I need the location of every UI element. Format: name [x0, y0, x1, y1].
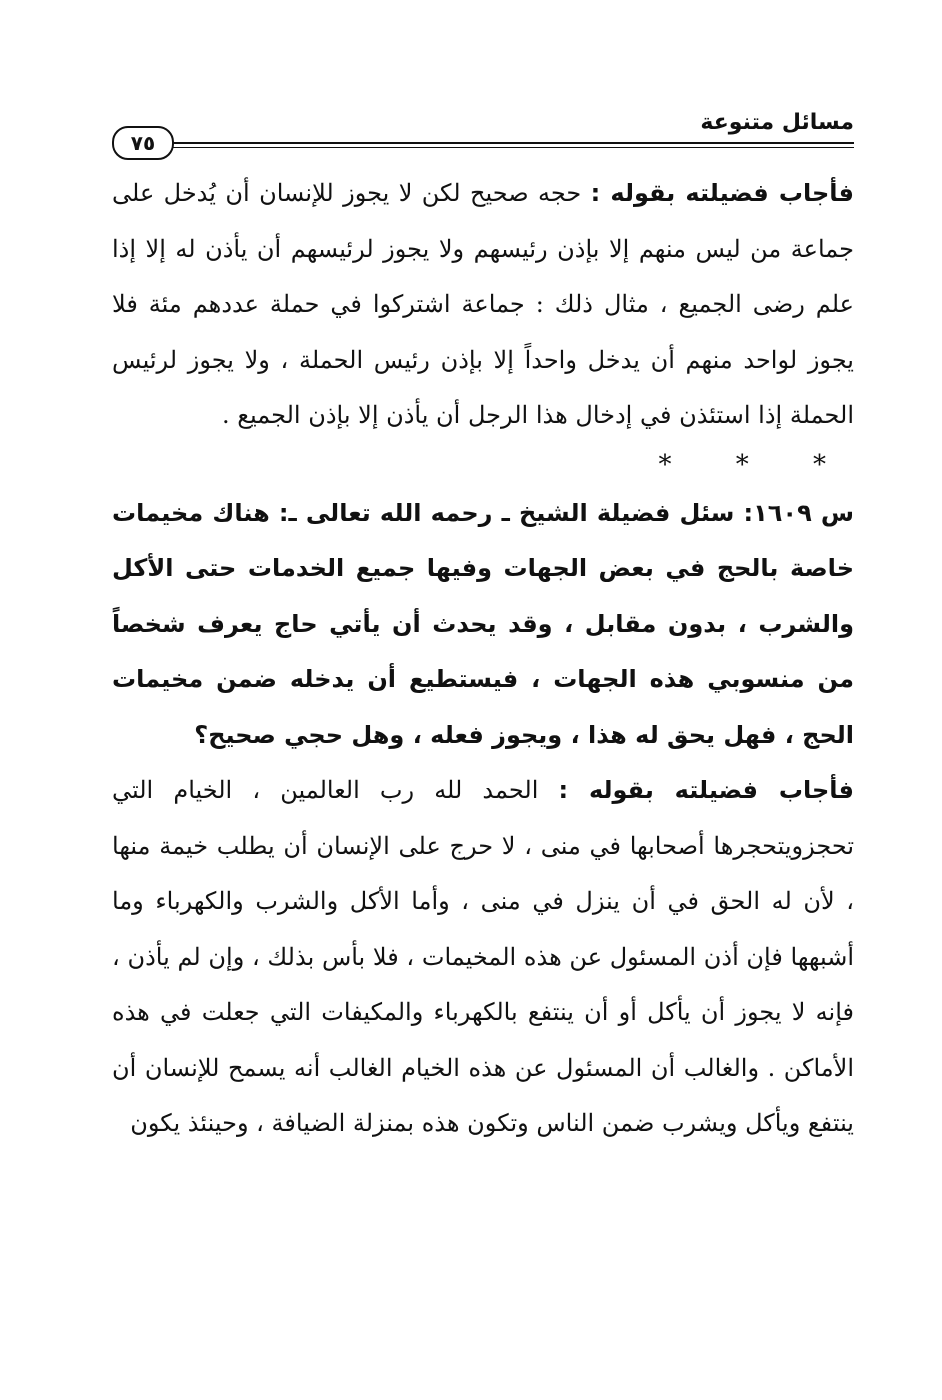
page-number: ٧٥ [112, 126, 174, 160]
page-body [112, 166, 854, 1152]
page-header [112, 108, 854, 158]
header-rule [164, 142, 854, 148]
answer-lead: فأجاب فضيلته بقوله : [558, 776, 854, 804]
question-paragraph: س ١٦٠٩: سئل فضيلة الشيخ ـ رحمه الله تعالى ـ: هناك مخيمات خاصة بالحج في بعض الجهات وفيها جميع الخدمات حتى الأكل والشرب ، بدون مقابل ، وقد يحدث أن يأتي حاج يعرف شخصاً من منسوبي هذه الجهات ، فيستطيع أن يدخله ضمن مخيمات الحج ، فهل يحق له هذا ، ويجوز فعله ، وهل حجي صحيح؟ [112, 498, 854, 749]
answer-paragraph-2 [112, 763, 854, 1152]
answer-text: حجه صحيح لكن لا يجوز للإنسان أن يُدخل على جماعة من ليس منهم إلا بإذن رئيسهم ولا يجوز لرئيسهم أن يأذن له إلا إذا علم رضى الجميع ، مثال ذلك : جماعة اشتركوا في حملة عددهم مئة فلا يجوز لواحد منهم أن يدخل واحداً إلا بإذن رئيس الحملة ، ولا يجوز لرئيس الحملة إذا استئذن في إدخال هذا الرجل أن يأذن إلا بإذن الجميع . [112, 179, 854, 429]
answer-paragraph-1 [112, 166, 854, 444]
section-separator: * * * [658, 449, 854, 480]
chapter-title: مسائل متنوعة [700, 110, 854, 135]
answer-text: الحمد لله رب العالمين ، الخيام التي تحجزويتحجرها أصحابها في منى ، لا حرج على الإنسان أن يطلب خيمة منها ، لأن له الحق في أن ينزل في منى ، وأما الأكل والشرب والكهرباء وما أشبهها فإن أذن المسئول عن هذه المخيمات ، فلا بأس بذلك ، وإن لم يأذن ، فإنه لا يجوز أن يأكل أو أن ينتفع بالكهرباء والمكيفات التي جعلت في هذه الأماكن . والغالب أن المسئول عن هذه الخيام الغالب أنه يسمح للإنسان أن ينتفع ويأكل ويشرب ضمن الناس وتكون هذه بمنزلة الضيافة ، وحينئذ يكون [112, 776, 854, 1137]
answer-lead: فأجاب فضيلته بقوله : [590, 179, 855, 207]
